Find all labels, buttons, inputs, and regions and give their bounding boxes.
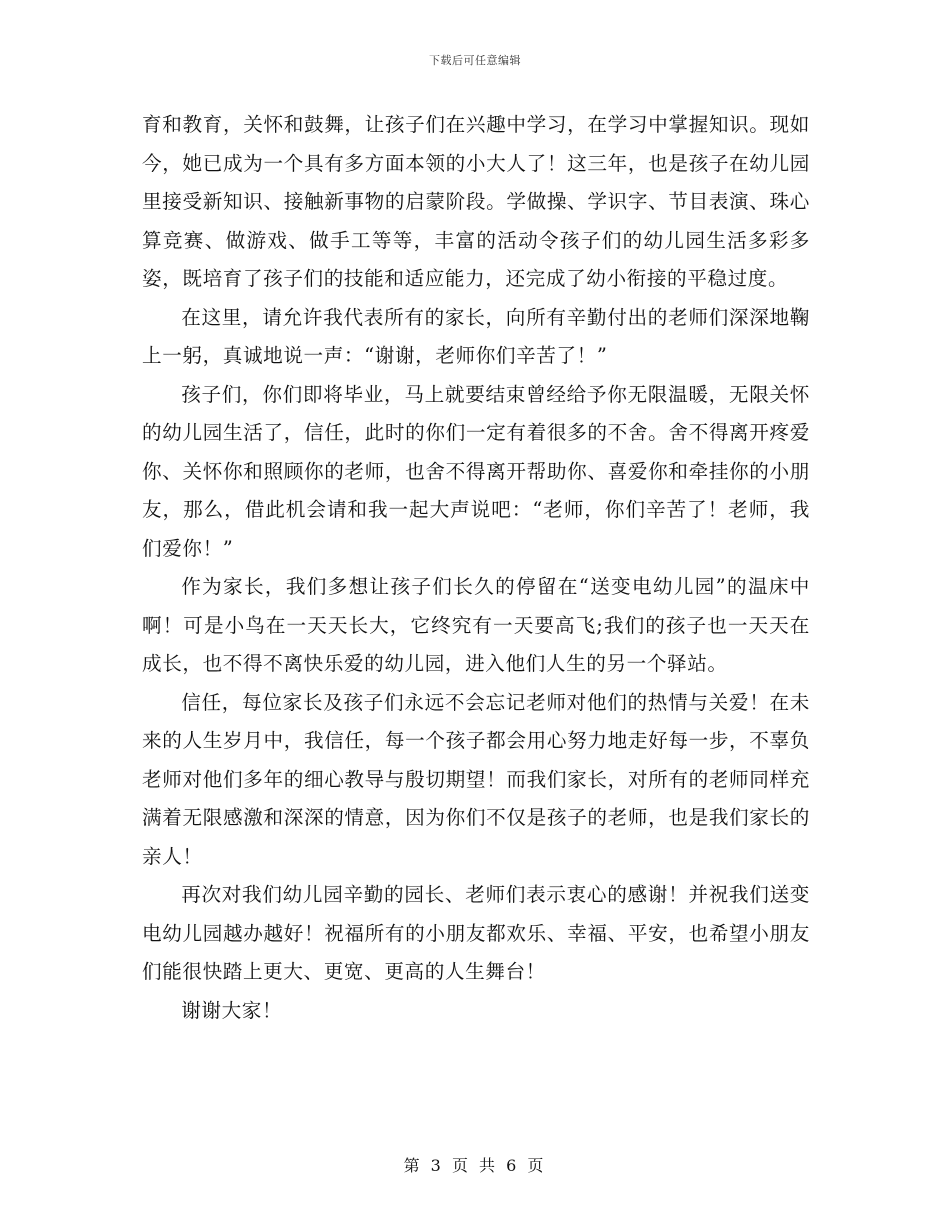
document-body <box>142 106 810 1030</box>
paragraph-1: 育和教育，关怀和鼓舞，让孩子们在兴趣中学习，在学习中掌握知识。现如今，她已成为一个具有多方面本领的小大人了！这三年，也是孩子在幼儿园里接受新知识、接触新事物的启蒙阶段。学做操、学识字、节目表演、珠心算竞赛、做游戏、做手工等等，丰富的活动令孩子们的幼儿园生活多彩多姿，既培育了孩子们的技能和适应能力，还完成了幼小衔接的平稳过度。 <box>142 113 810 290</box>
page-header: 下载后可任意编辑 <box>429 54 521 67</box>
paragraph-3: 孩子们，你们即将毕业，马上就要结束曾经给予你无限温暖，无限关怀的幼儿园生活了，信任，此时的你们一定有着很多的不舍。舍不得离开疼爱你、关怀你和照顾你的老师，也舍不得离开帮助你、喜爱你和牵挂你的小朋友，那么，借此机会请和我一起大声说吧：“老师，你们辛苦了！老师，我们爱你！” <box>142 382 810 560</box>
page-number-footer: 第 3 页 共 6 页 <box>403 1156 547 1175</box>
paragraph-2: 在这里，请允许我代表所有的家长，向所有辛勤付出的老师们深深地鞠上一躬，真诚地说一声：“谢谢，老师你们辛苦了！” <box>142 305 810 367</box>
paragraph-4: 作为家长，我们多想让孩子们长久的停留在“送变电幼儿园”的温床中啊！可是小鸟在一天天长大，它终究有一天要高飞;我们的孩子也一天天在成长，也不得不离快乐爱的幼儿园，进入他们人生的另一个驿站。 <box>142 575 810 675</box>
paragraph-5: 信任，每位家长及孩子们永远不会忘记老师对他们的热情与关爱！在未来的人生岁月中，我信任，每一个孩子都会用心努力地走好每一步，不辜负老师对他们多年的细心教导与殷切期望！而我们家长，对所有的老师同样充满着无限感激和深深的情意，因为你们不仅是孩子的老师，也是我们家长的亲人！ <box>142 690 810 868</box>
paragraph-7: 谢谢大家！ <box>181 998 283 1022</box>
paragraph-6: 再次对我们幼儿园辛勤的园长、老师们表示衷心的感谢！并祝我们送变电幼儿园越办越好！祝福所有的小朋友都欢乐、幸福、平安，也希望小朋友们能很快踏上更大、更宽、更高的人生舞台！ <box>142 883 810 983</box>
